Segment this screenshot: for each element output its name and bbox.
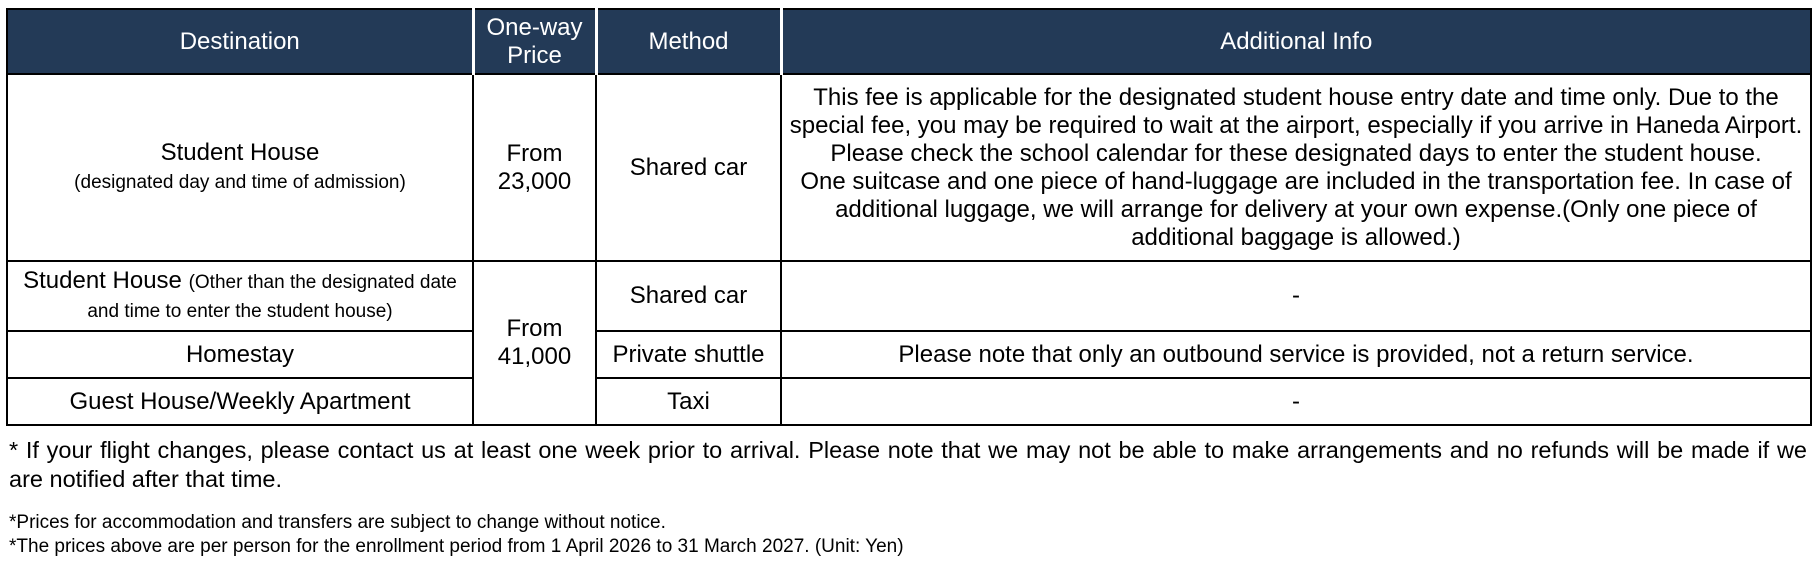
enrollment-period-note: *The prices above are per person for the enrollment period from 1 April 2026 to 31 March 2027. (Unit: Yen) bbox=[9, 536, 904, 557]
method-cell: Shared car bbox=[596, 261, 781, 331]
flight-change-note: * If your flight changes, please contact us at least one week prior to arrival. Please note that we may not be able to make arrangements and no refunds will be made if we are notified after that time. bbox=[9, 437, 1807, 492]
info-paragraph: This fee is applicable for the designated student house entry date and time only. Due to the special fee, you may be required to wait at the airport, especially if you arrive in Haneda Airport. Please check the school calendar for these designated days to enter the student house. bbox=[789, 83, 1803, 167]
table-row bbox=[7, 74, 1811, 261]
destination-cell bbox=[7, 74, 473, 261]
destination-main: Student House bbox=[23, 267, 182, 294]
price-change-note: *Prices for accommodation and transfers are subject to change without notice. bbox=[9, 512, 666, 533]
price-amount: 41,000 bbox=[497, 343, 572, 370]
info-paragraph: One suitcase and one piece of hand-luggage are included in the transportation fee. In case of additional luggage, we will arrange for delivery at your own expense.(Only one piece of additional baggage is allowed.) bbox=[800, 167, 1792, 251]
price-amount: 23,000 bbox=[497, 167, 572, 195]
price-from: From bbox=[506, 139, 563, 167]
table-row bbox=[7, 331, 1811, 378]
method-cell: Private shuttle bbox=[596, 331, 781, 378]
table-row bbox=[7, 261, 1811, 331]
transfer-fee-table bbox=[6, 8, 1812, 426]
price-cell bbox=[473, 261, 596, 425]
info-cell bbox=[781, 74, 1811, 261]
destination-main: Student House bbox=[160, 139, 320, 166]
destination-cell: Homestay bbox=[7, 331, 473, 378]
destination-cell: Guest House/Weekly Apartment bbox=[7, 378, 473, 425]
destination-sub: (Other than the designated date and time to enter the student house) bbox=[87, 272, 457, 322]
info-cell: Please note that only an outbound service is provided, not a return service. bbox=[781, 331, 1811, 378]
method-cell: Shared car bbox=[596, 74, 781, 261]
destination-sub: (designated day and time of admission) bbox=[74, 172, 406, 193]
table-row bbox=[7, 378, 1811, 425]
destination-cell bbox=[7, 261, 473, 331]
price-from: From bbox=[506, 315, 563, 342]
header-additional-info: Additional Info bbox=[781, 9, 1811, 74]
note-spacer bbox=[9, 494, 1807, 511]
info-cell: - bbox=[781, 378, 1811, 425]
header-one-way-price bbox=[473, 9, 596, 74]
header-price-line1: One-way bbox=[486, 13, 583, 41]
footnotes bbox=[9, 436, 1807, 559]
header-price-line2: Price bbox=[507, 41, 562, 69]
info-cell: - bbox=[781, 261, 1811, 331]
header-method: Method bbox=[596, 9, 781, 74]
header-destination: Destination bbox=[7, 9, 473, 74]
table-header-row bbox=[7, 9, 1811, 74]
price-cell bbox=[473, 74, 596, 261]
method-cell: Taxi bbox=[596, 378, 781, 425]
